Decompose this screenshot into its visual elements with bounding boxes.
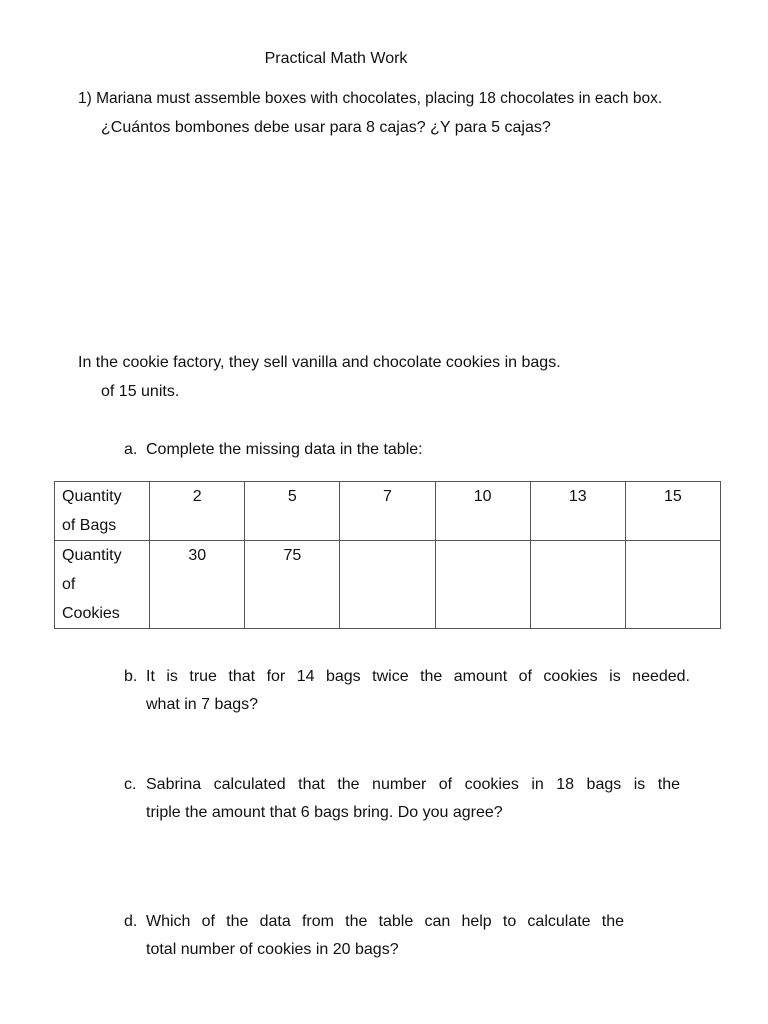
- item-d-letter: d.: [124, 913, 138, 930]
- cookies-cell-empty[interactable]: [435, 541, 530, 629]
- table-row-bags: [55, 482, 721, 541]
- cookies-label-line-2: of: [62, 576, 76, 593]
- cookies-cell: 30: [150, 541, 245, 629]
- item-b-line-2: what in 7 bags?: [146, 696, 259, 713]
- item-b-line-1: It is true that for 14 bags twice the amount of cookies is needed.: [146, 668, 690, 685]
- cookie-intro-line-2: of 15 units.: [101, 383, 180, 400]
- item-b-letter: b.: [124, 668, 138, 685]
- page-title: Practical Math Work: [264, 50, 408, 67]
- item-c-letter: c.: [124, 776, 137, 793]
- cookies-label-line-3: Cookies: [62, 605, 120, 622]
- bags-cell: 2: [150, 482, 245, 541]
- cookies-label-line-1: Quantity: [62, 547, 122, 564]
- cookies-row-header: [55, 541, 150, 629]
- item-d-line-1: Which of the data from the table can help to calculate the: [146, 913, 624, 930]
- cookies-cell-empty[interactable]: [530, 541, 625, 629]
- table-row-cookies: [55, 541, 721, 629]
- bags-cell: 10: [435, 482, 530, 541]
- cookies-cell-empty[interactable]: [625, 541, 720, 629]
- cookies-cell-empty[interactable]: [340, 541, 435, 629]
- cookies-cell: 75: [245, 541, 340, 629]
- bags-cell: 7: [340, 482, 435, 541]
- question-1-line-1: 1) Mariana must assemble boxes with chocolates, placing 18 chocolates in each box.: [78, 90, 663, 107]
- bags-cell: 15: [625, 482, 720, 541]
- question-1-line-2: ¿Cuántos bombones debe usar para 8 cajas? ¿Y para 5 cajas?: [101, 119, 551, 136]
- cookie-intro-line-1: In the cookie factory, they sell vanilla and chocolate cookies in bags.: [78, 354, 561, 371]
- item-a-letter: a.: [124, 441, 138, 458]
- bags-cell: 13: [530, 482, 625, 541]
- bags-label-line-2: of Bags: [62, 517, 117, 534]
- bags-cell: 5: [245, 482, 340, 541]
- item-c-line-2: triple the amount that 6 bags bring. Do you agree?: [146, 804, 503, 821]
- item-d-line-2: total number of cookies in 20 bags?: [146, 941, 399, 958]
- bags-cookies-table: [54, 481, 721, 629]
- item-c-line-1: Sabrina calculated that the number of cookies in 18 bags is the: [146, 776, 680, 793]
- item-a-text: Complete the missing data in the table:: [146, 441, 423, 458]
- bags-row-header: [55, 482, 150, 541]
- bags-label-line-1: Quantity: [62, 488, 122, 505]
